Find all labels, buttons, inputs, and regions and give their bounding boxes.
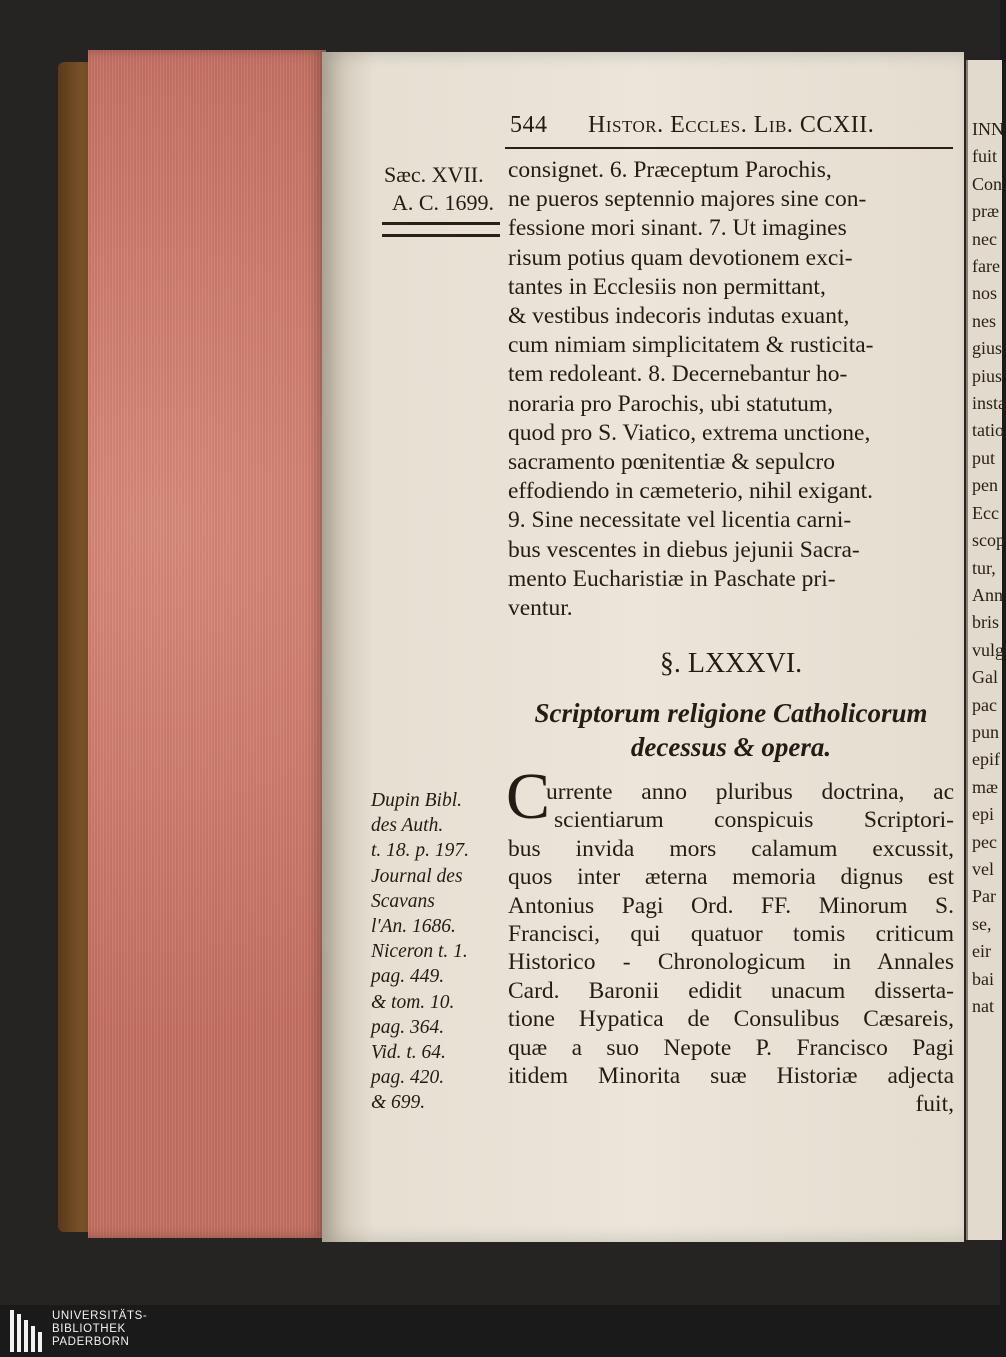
text-line: quos inter æterna memoria dignus est — [508, 864, 954, 891]
footer-bar — [0, 1305, 1000, 1357]
header-rule — [505, 147, 953, 149]
edge-line: tur, — [972, 557, 996, 578]
edge-line: mæ — [972, 776, 999, 797]
edge-line: pac — [972, 694, 997, 715]
running-title: Histor. Eccles. Lib. CCXII. — [588, 112, 875, 138]
text-line: & vestibus indecoris indutas exuant, — [508, 303, 850, 330]
text-line: sacramento pœnitentiæ & sepulcro — [508, 449, 835, 476]
edge-line: nat — [972, 996, 994, 1016]
edge-line: præ — [972, 201, 999, 222]
reference-line: t. 18. p. 197. — [371, 840, 470, 862]
text-line: tantes in Ecclesiis non permittant, — [508, 273, 826, 300]
edge-line: fare — [972, 256, 1000, 277]
running-header — [510, 112, 950, 146]
edge-line: nec — [972, 228, 997, 249]
text-line: consignet. 6. Præceptum Parochis, — [508, 157, 832, 183]
logo-line: PADERBORN — [52, 1336, 130, 1348]
edge-line: vel — [972, 858, 994, 879]
edge-line: pec — [972, 831, 997, 852]
text-line: effodiendo in cæmeterio, nihil exigant. — [508, 478, 874, 505]
edge-line: Ecc — [972, 502, 999, 523]
edge-line: Ann — [972, 584, 1003, 605]
subtitle-line-2: decessus & opera. — [630, 732, 832, 762]
reference-line: Scavans — [371, 890, 435, 912]
text-line: cum nimiam simplicitatem & rusticita- — [508, 332, 874, 359]
edge-line: epif — [972, 749, 1000, 770]
margin-references — [371, 788, 503, 1116]
reference-line: Journal des — [371, 865, 463, 887]
library-logo-text — [52, 1310, 147, 1349]
reference-line: Dupin Bibl. — [371, 790, 462, 811]
edge-line: gius — [972, 338, 1003, 359]
edge-line: bai — [972, 968, 994, 989]
reference-line: Niceron t. 1. — [371, 941, 468, 963]
text-line: ne pueros septennio majores sine con- — [508, 186, 867, 213]
edge-line: eir — [972, 941, 991, 962]
text-line: risum potius quam devotionem exci- — [508, 244, 853, 271]
text-line: Card. Baronii edidit unacum disserta- — [508, 977, 954, 1004]
reference-line: pag. 449. — [371, 966, 445, 988]
text-line: scientiarum conspicuis Scriptori- — [554, 807, 954, 834]
reference-line: & 699. — [371, 1092, 426, 1114]
text-line: bus invida mors calamum excussit, — [508, 835, 954, 862]
catchword: fuit, — [915, 1091, 954, 1118]
edge-line: bris — [972, 612, 999, 633]
edge-line: Con — [972, 173, 1003, 194]
text-line: bus vescentes in diebus jejunii Sacra- — [508, 536, 860, 563]
edge-line: se, — [972, 913, 992, 934]
page-number: 544 — [510, 112, 548, 138]
text-line: tione Hypatica de Consulibus Cæsareis, — [508, 1006, 954, 1033]
edge-line: nes — [972, 310, 996, 331]
edge-line: vulg — [972, 639, 1005, 660]
text-line: fessione mori sinant. 7. Ut imagines — [508, 215, 847, 242]
margin-double-rule — [382, 222, 500, 237]
drop-cap: C — [506, 760, 551, 833]
edge-line: nos — [972, 283, 998, 304]
edge-line: insta — [972, 393, 1006, 414]
edge-line: tatio — [972, 420, 1004, 441]
text-line: tem redoleant. 8. Decernebantur ho- — [508, 361, 848, 388]
reference-line: des Auth. — [371, 815, 444, 837]
text-line: Antonius Pagi Ord. FF. Minorum S. — [508, 892, 954, 919]
logo-line: UNIVERSITÄTS- — [52, 1310, 148, 1322]
text-line: 9. Sine necessitate vel licentia carni- — [508, 507, 852, 534]
reference-line: Vid. t. 64. — [371, 1042, 446, 1064]
paragraph-2 — [508, 778, 954, 1119]
text-line: ventur. — [508, 595, 573, 622]
edge-line: put — [972, 447, 996, 468]
text-line: quod pro S. Viatico, extrema unctione, — [508, 419, 871, 446]
edge-line: pun — [972, 721, 999, 742]
edge-line: Gal — [972, 667, 998, 688]
reference-line: pag. 364. — [371, 1016, 445, 1038]
margin-year: A. C. 1699. — [392, 190, 495, 215]
edge-line: epi — [972, 804, 994, 825]
text-line: noraria pro Parochis, ubi statutum, — [508, 390, 834, 417]
page-edges — [88, 50, 326, 1238]
text-line: urrente anno pluribus doctrina, ac — [546, 779, 954, 805]
reference-line: & tom. 10. — [371, 991, 455, 1013]
edge-line: pius — [972, 365, 1003, 386]
edge-line: Par — [972, 886, 996, 907]
margin-century: Sæc. XVII. — [384, 162, 484, 187]
text-line: itidem Minorita suæ Historiæ adjecta — [508, 1063, 954, 1090]
library-logo-icon — [10, 1310, 44, 1352]
text-line: quæ a suo Nepote P. Francisco Pagi — [508, 1034, 954, 1061]
edge-line: fuit — [972, 146, 997, 167]
edge-line: INN — [972, 119, 1004, 139]
logo-line: BIBLIOTHEK — [52, 1323, 126, 1335]
paragraph-1 — [508, 156, 954, 623]
text-line: Historico - Chronologicum in Annales — [508, 949, 954, 976]
subtitle-line-1: Scriptorum religione Catholicorum — [534, 698, 928, 728]
edge-line: pen — [972, 475, 998, 496]
text-line: Francisci, qui quatuor tomis criticum — [508, 921, 954, 948]
facing-page-text — [972, 116, 1006, 1020]
text-line: mento Eucharistiæ in Paschate pri- — [508, 565, 836, 592]
section-subtitle — [508, 696, 954, 764]
reference-line: l'An. 1686. — [371, 916, 456, 938]
section-number: §. LXXXVI. — [659, 648, 803, 679]
reference-line: pag. 420. — [371, 1067, 445, 1089]
edge-line: scop — [972, 530, 1005, 551]
